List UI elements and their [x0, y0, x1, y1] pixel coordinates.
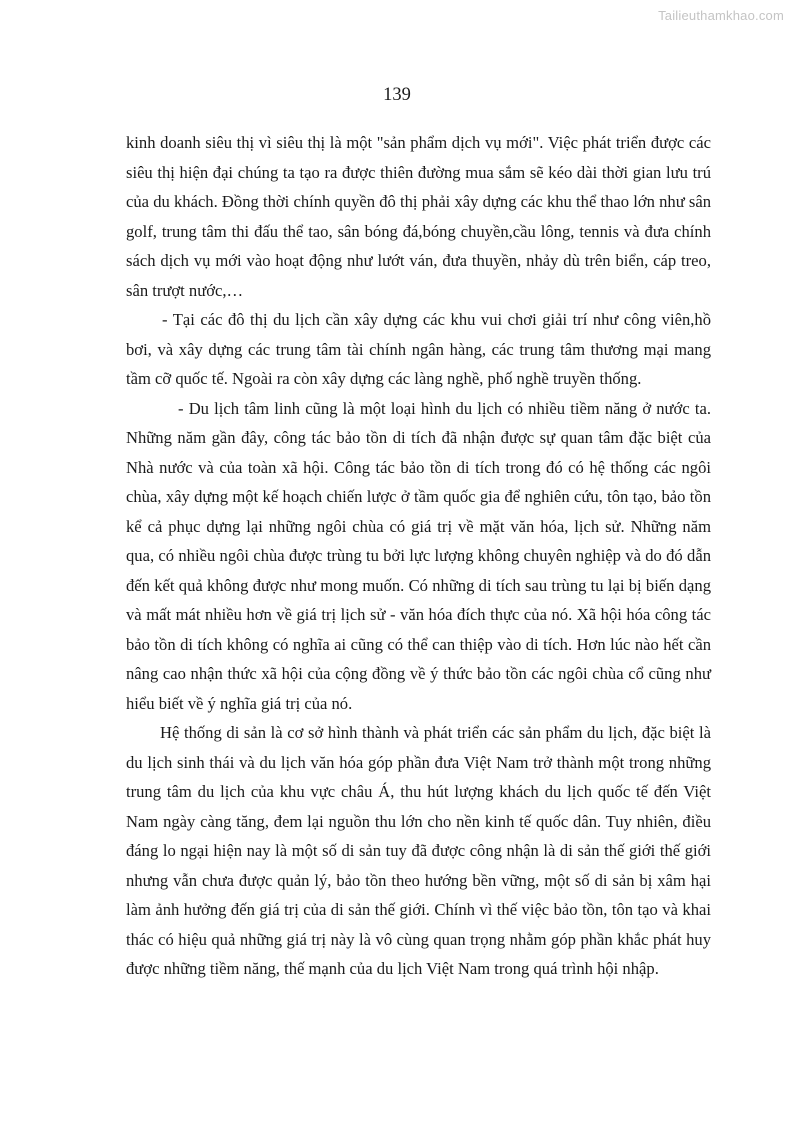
paragraph-urban-entertainment: - Tại các đô thị du lịch cần xây dựng các khu vui chơi giải trí như công viên,hồ bơi, và xây dựng các trung tâm tài chính ngân hàng, các trung tâm thương mại mang tầm cỡ quốc tế. Ngoài ra còn xây dựng các làng nghề, phố nghề truyền thống. — [126, 310, 711, 388]
paragraph-heritage-system: Hệ thống di sản là cơ sở hình thành và phát triển các sản phẩm du lịch, đặc biệt là du lịch sinh thái và du lịch văn hóa góp phần đưa Việt Nam trở thành một trong những trung tâm du lịch của khu vực châu Á, thu hút lượng khách du lịch quốc tế đến Việt Nam ngày càng tăng, đem lại nguồn thu lớn cho nền kinh tế quốc dân. Tuy nhiên, điều đáng lo ngại hiện nay là một số di sản tuy đã được công nhận là di sản thế giới thế giới nhưng vẫn chưa được quản lý, bảo tồn theo hướng bền vững, một số di sản bị xâm hại làm ảnh hưởng đến giá trị của di sản thế giới. Chính vì thế việc bảo tồn, tôn tạo và khai thác có hiệu quả những giá trị này là vô cùng quan trọng nhằm góp phần khắc phát huy được những tiềm năng, thế mạnh của du lịch Việt Nam trong quá trình hội nhập. — [126, 723, 711, 978]
paragraph-continuation: kinh doanh siêu thị vì siêu thị là một "sản phẩm dịch vụ mới". Việc phát triển được các siêu thị hiện đại chúng ta tạo ra được thiên đường mua sắm sẽ kéo dài thời gian lưu trú của du khách. Đồng thời chính quyền đô thị phải xây dựng các khu thể thao lớn như sân golf, trung tâm thi đấu thể tao, sân bóng đá,bóng chuyền,cầu lông, tennis và đưa chính sách dịch vụ mới vào hoạt động như lướt ván, đưa thuyền, nhảy dù trên biển, cáp treo, sân trượt nước,… — [126, 133, 711, 300]
watermark-text: Tailieuthamkhao.com — [658, 8, 784, 23]
document-body — [126, 128, 711, 984]
paragraph-spiritual-tourism: - Du lịch tâm linh cũng là một loại hình du lịch có nhiều tiềm năng ở nước ta. Những năm gần đây, công tác bảo tồn di tích đã nhận được sự quan tâm đặc biệt của Nhà nước và của toàn xã hội. Công tác bảo tồn di tích trong đó có hệ thống các ngôi chùa, xây dựng một kế hoạch chiến lược ở tầm quốc gia để nghiên cứu, tôn tạo, bảo tồn kể cả phục dựng lại những ngôi chùa có giá trị về mặt văn hóa, lịch sử. Những năm qua, có nhiều ngôi chùa được trùng tu bởi lực lượng không chuyên nghiệp và do đó dẫn đến kết quả không được như mong muốn. Có những di tích sau trùng tu lại bị biến dạng và mất mát nhiều hơn về giá trị lịch sử - văn hóa đích thực của nó. Xã hội hóa công tác bảo tồn di tích không có nghĩa ai cũng có thể can thiệp vào di tích. Hơn lúc nào hết cần nâng cao nhận thức xã hội của cộng đồng về ý thức bảo tồn các ngôi chùa cổ cũng như hiểu biết về ý nghĩa giá trị của nó. — [126, 398, 711, 713]
page-number: 139 — [383, 85, 411, 105]
